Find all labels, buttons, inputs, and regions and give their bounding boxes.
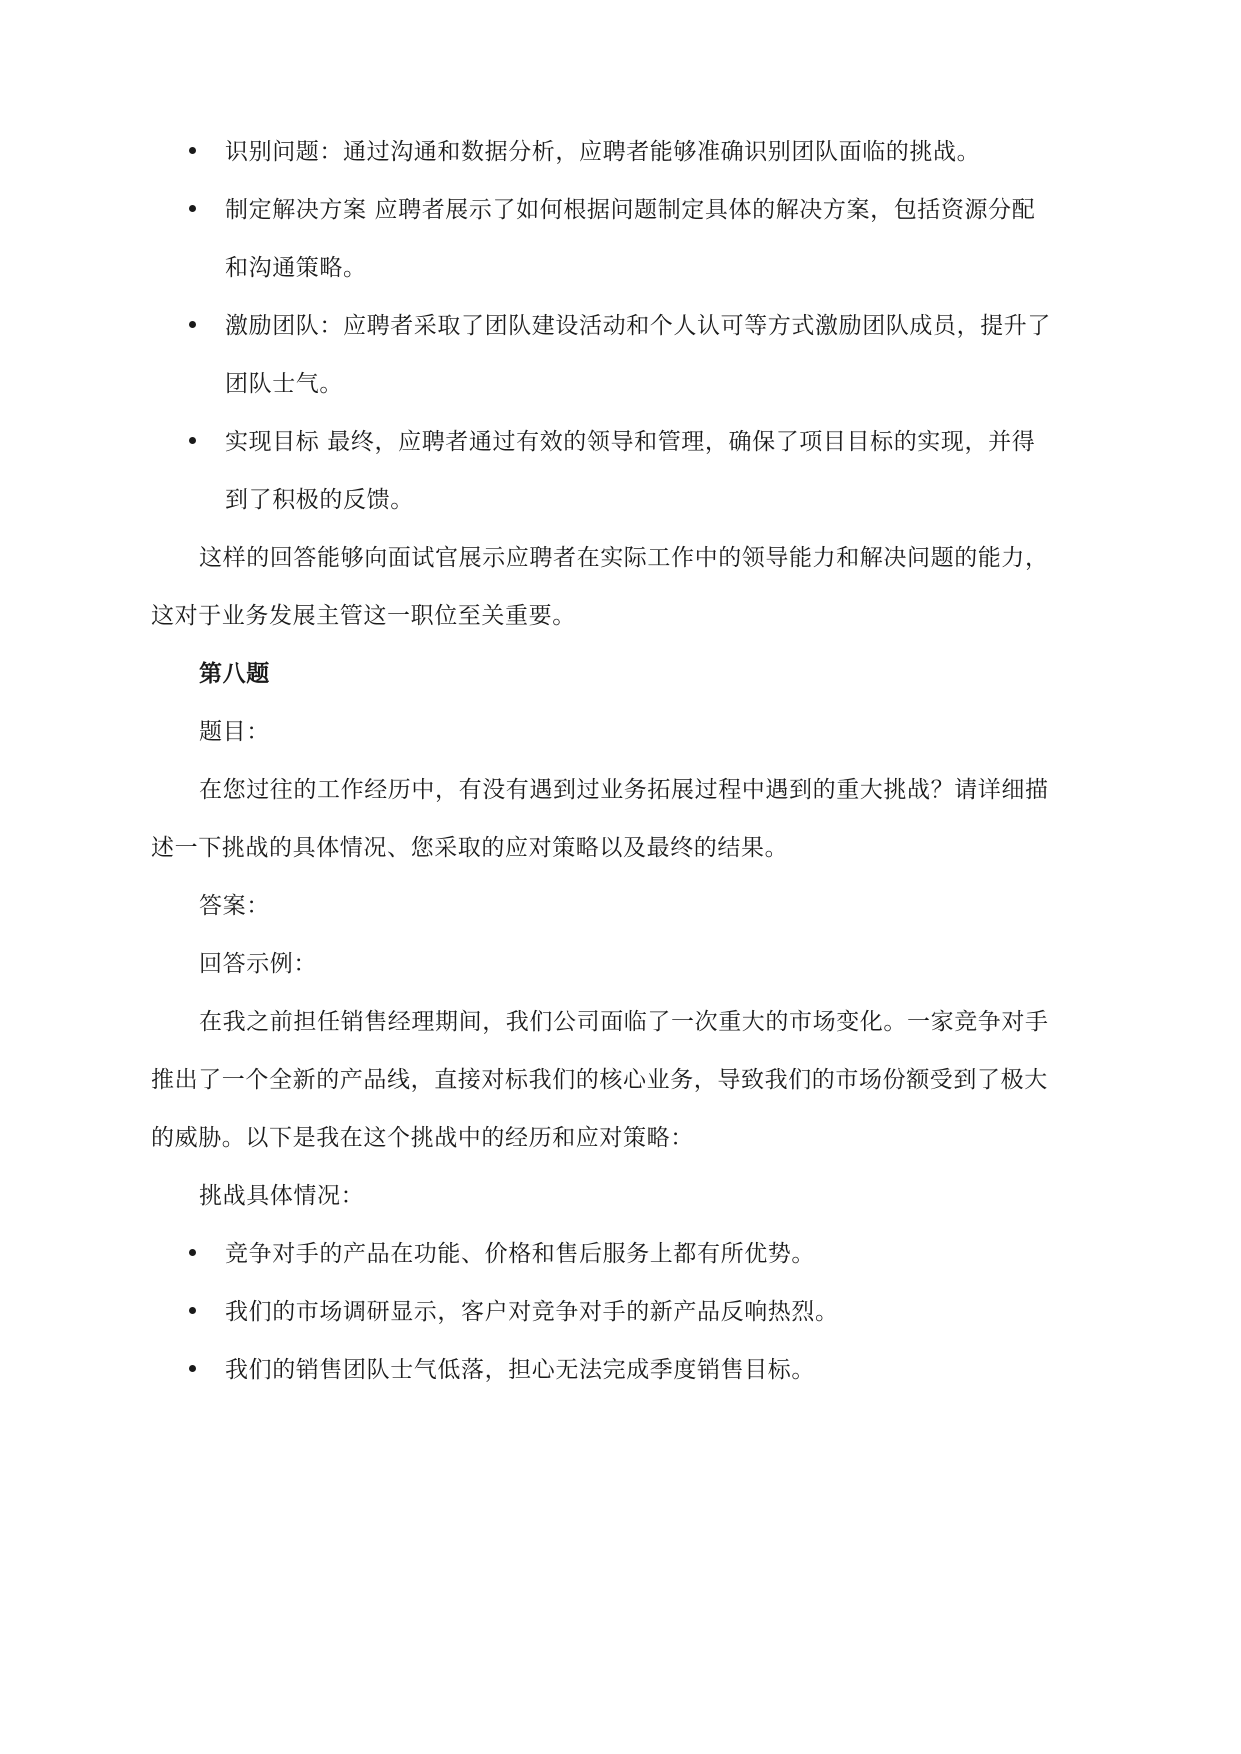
- list-item-text: 制定解决方案 应聘者展示了如何根据问题制定具体的解决方案，包括资源分配: [225, 197, 1036, 223]
- bullet-icon: [189, 321, 196, 328]
- paragraph-line: 推出了一个全新的产品线，直接对标我们的核心业务，导致我们的市场份额受到了极大: [151, 1067, 1048, 1093]
- bullet-icon: [189, 1307, 196, 1314]
- bullet-icon: [189, 1365, 196, 1372]
- list-item-text: 实现目标 最终，应聘者通过有效的领导和管理，确保了项目目标的实现，并得: [225, 429, 1036, 455]
- list-item-text: 我们的销售团队士气低落，担心无法完成季度销售目标。: [225, 1357, 815, 1383]
- bullet-icon: [189, 1249, 196, 1256]
- bullet-icon: [189, 147, 196, 154]
- question-label: 题目：: [199, 719, 270, 745]
- answer-label: 答案：: [199, 893, 270, 919]
- bullet-icon: [189, 437, 196, 444]
- paragraph-line: 这样的回答能够向面试官展示应聘者在实际工作中的领导能力和解决问题的能力，: [199, 545, 1049, 571]
- paragraph-line: 在您过往的工作经历中，有没有遇到过业务拓展过程中遇到的重大挑战？请详细描: [199, 777, 1049, 803]
- list-item-text: 激励团队：应聘者采取了团队建设活动和个人认可等方式激励团队成员，提升了: [225, 313, 1051, 339]
- list-item-text-continued: 到了积极的反馈。: [225, 487, 414, 513]
- list-item-text: 识别问题：通过沟通和数据分析，应聘者能够准确识别团队面临的挑战。: [225, 139, 981, 165]
- example-label: 回答示例：: [199, 951, 317, 977]
- bullet-icon: [189, 205, 196, 212]
- challenge-label: 挑战具体情况：: [199, 1183, 365, 1209]
- paragraph-line: 这对于业务发展主管这一职位至关重要。: [151, 603, 576, 629]
- section-heading: 第八题: [199, 660, 270, 687]
- paragraph-line: 述一下挑战的具体情况、您采取的应对策略以及最终的结果。: [151, 835, 789, 861]
- list-item-text: 我们的市场调研显示，客户对竞争对手的新产品反响热烈。: [225, 1299, 839, 1325]
- paragraph-line: 的威胁。以下是我在这个挑战中的经历和应对策略：: [151, 1125, 694, 1151]
- paragraph-line: 在我之前担任销售经理期间，我们公司面临了一次重大的市场变化。一家竞争对手: [199, 1009, 1049, 1035]
- list-item-text-continued: 团队士气。: [225, 371, 343, 397]
- list-item-text-continued: 和沟通策略。: [225, 255, 367, 281]
- list-item-text: 竞争对手的产品在功能、价格和售后服务上都有所优势。: [225, 1241, 815, 1267]
